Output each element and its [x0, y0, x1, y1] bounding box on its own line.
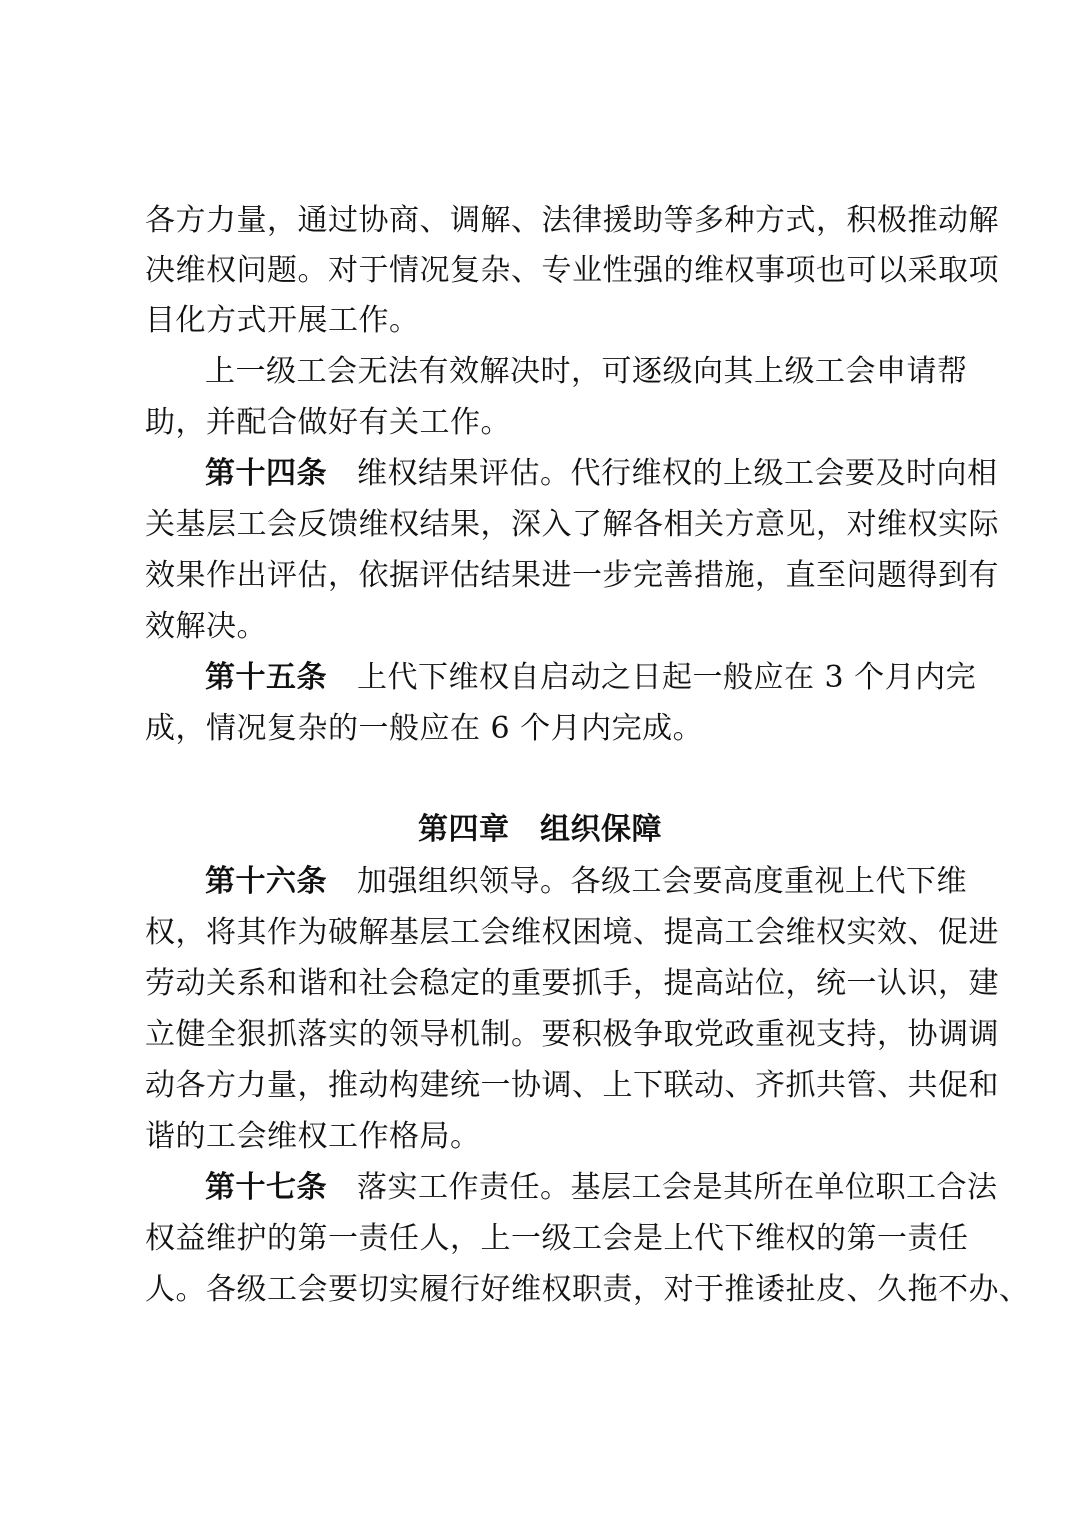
paragraph-line: 上一级工会无法有效解决时，可逐级向其上级工会申请帮 [205, 354, 968, 389]
article-label: 第十五条 [205, 660, 327, 695]
article-line [205, 1168, 998, 1208]
article-label: 第十四条 [205, 456, 327, 491]
article-label: 第十七条 [205, 1170, 327, 1205]
article-line [205, 862, 967, 902]
paragraph-line: 决维权问题。对于情况复杂、专业性强的维权事项也可以采取项 [145, 253, 999, 288]
paragraph-line: 各方力量，通过协商、调解、法律援助等多种方式，积极推动解 [145, 203, 999, 238]
article-label: 第十六条 [205, 864, 327, 899]
paragraph-line: 谐的工会维权工作格局。 [145, 1119, 481, 1154]
article-line [205, 658, 976, 698]
paragraph-line: 人。各级工会要切实履行好维权职责，对于推诿扯皮、久拖不办、 [145, 1272, 1030, 1307]
paragraph-line: 关基层工会反馈维权结果，深入了解各相关方意见，对维权实际 [145, 507, 999, 542]
paragraph-line: 效果作出评估，依据评估结果进一步完善措施，直至问题得到有 [145, 558, 999, 593]
paragraph-line: 立健全狠抓落实的领导机制。要积极争取党政重视支持，协调调 [145, 1017, 999, 1052]
article-line [205, 454, 998, 494]
article-text: 维权结果评估。代行维权的上级工会要及时向相 [357, 456, 998, 491]
paragraph-line: 成，情况复杂的一般应在 6 个月内完成。 [145, 711, 704, 746]
article-text: 落实工作责任。基层工会是其所在单位职工合法 [357, 1170, 998, 1205]
paragraph-line: 助，并配合做好有关工作。 [145, 405, 511, 440]
paragraph-line: 效解决。 [145, 609, 267, 644]
paragraph-line: 目化方式开展工作。 [145, 303, 420, 338]
article-text: 上代下维权自启动之日起一般应在 3 个月内完 [357, 660, 977, 695]
article-text: 加强组织领导。各级工会要高度重视上代下维 [357, 864, 967, 899]
paragraph-line: 权益维护的第一责任人，上一级工会是上代下维权的第一责任 [145, 1221, 969, 1256]
paragraph-line: 权，将其作为破解基层工会维权困境、提高工会维权实效、促进 [145, 915, 999, 950]
chapter-heading: 第四章 组织保障 [418, 812, 662, 847]
paragraph-line: 劳动关系和谐和社会稳定的重要抓手，提高站位，统一认识，建 [145, 966, 999, 1001]
paragraph-line: 动各方力量，推动构建统一协调、上下联动、齐抓共管、共促和 [145, 1068, 999, 1103]
